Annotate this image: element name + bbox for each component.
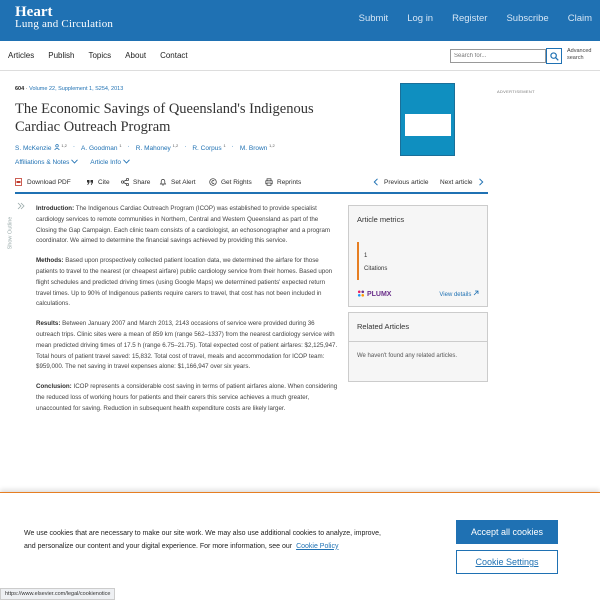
register-link[interactable]: Register	[452, 13, 488, 24]
search-input[interactable]	[450, 49, 546, 63]
author-link[interactable]	[192, 143, 225, 152]
abstract-paragraph	[36, 382, 340, 414]
cookie-settings-button[interactable]	[456, 550, 558, 574]
article-info-toggles	[15, 159, 130, 166]
section-label: Results:	[36, 320, 61, 328]
volume-info	[15, 86, 123, 92]
journal-cover-image[interactable]	[400, 83, 455, 156]
show-outline-tab[interactable]	[7, 202, 26, 267]
claim-link[interactable]: Claim	[567, 13, 592, 24]
article-info-label: Article Info	[90, 159, 121, 166]
nav-articles[interactable]: Articles	[8, 51, 35, 60]
next-article-link[interactable]	[440, 178, 485, 186]
citations-count: 1	[364, 253, 368, 259]
nav-topics[interactable]: Topics	[88, 51, 112, 60]
article-title: The Economic Savings of Queensland's Indigenous Cardiac Outreach Program	[15, 101, 314, 135]
nav-about[interactable]: About	[125, 51, 147, 60]
affiliations-toggle[interactable]	[15, 159, 78, 166]
abstract-body	[36, 204, 340, 424]
next-article-label: Next article	[440, 178, 473, 186]
share-icon	[121, 178, 129, 186]
cite-label: Cite	[98, 178, 110, 186]
plumx-icon	[357, 290, 365, 297]
abstract-paragraph	[36, 319, 340, 373]
search-button[interactable]	[546, 48, 562, 64]
copyright-icon	[209, 178, 217, 186]
section-label: Conclusion:	[36, 383, 72, 391]
author-sup: 1,2	[269, 143, 275, 148]
author-sup: 1	[223, 143, 226, 148]
advanced-search-link[interactable]: Advanced search	[567, 48, 592, 61]
affiliations-label: Affiliations & Notes	[15, 159, 70, 166]
section-text: Based upon prospectively collected patient location data, we determined the airfare for those patients to travel to the nearest (or cheapest airfare) public cardiology service from their homes. Based upon flight schedules and predicted driving times (using Google Maps) we determined patients' expected return travel times. Up to 90% of Indigenous patients require carers to travel, that cost has not been included in calculations.	[36, 257, 333, 308]
previous-article-label: Previous article	[384, 178, 429, 186]
view-details-label: View details	[439, 292, 472, 298]
journal-logo[interactable]	[15, 6, 113, 30]
quote-icon	[86, 178, 94, 186]
person-icon	[54, 144, 60, 150]
author-name: M. Brown	[239, 145, 268, 153]
metrics-heading: Article metrics	[357, 215, 405, 224]
metric-accent-bar	[357, 242, 359, 280]
author-link[interactable]	[15, 143, 67, 152]
submit-link[interactable]: Submit	[358, 13, 389, 24]
logo-line-1: Heart	[15, 4, 53, 20]
author-sup: 1	[119, 143, 122, 148]
accept-cookies-button[interactable]: Accept all cookies	[456, 520, 558, 544]
get-rights-button[interactable]	[209, 178, 252, 186]
author-name: R. Mahoney	[135, 145, 171, 153]
top-nav	[340, 13, 592, 24]
divider	[349, 341, 487, 342]
section-text: ICOP represents a considerable cost saving in terms of patient airfares alone. When considering the reduced loss of working hours for patients and their carers this service achieves a much greater, unaccounted for saving. Reduction in subsequent health expenditure costs are likely larger.	[36, 383, 338, 412]
cookie-banner	[0, 492, 600, 600]
related-heading: Related Articles	[357, 322, 410, 331]
plumx-logo[interactable]	[357, 290, 391, 298]
status-bar-url: https://www.elsevier.com/legal/cookienotice	[0, 588, 115, 600]
cite-button[interactable]	[86, 178, 110, 186]
cookie-message	[24, 528, 384, 553]
share-label: Share	[133, 178, 151, 186]
article-info-toggle[interactable]	[90, 159, 130, 166]
login-link[interactable]: Log in	[407, 13, 434, 24]
author-link[interactable]	[81, 143, 122, 152]
article-toolbar	[15, 174, 488, 194]
cookie-policy-link[interactable]: Cookie Policy	[296, 542, 339, 550]
author-list	[15, 143, 275, 152]
show-outline-label: Show Outline	[7, 216, 14, 250]
share-button[interactable]	[121, 178, 150, 186]
chevron-right-icon	[17, 202, 25, 210]
section-label: Methods:	[36, 257, 64, 265]
section-label: Introduction:	[36, 205, 75, 212]
bell-icon	[159, 178, 167, 186]
get-rights-label: Get Rights	[221, 178, 252, 186]
cookie-settings-label: Cookie Settings	[475, 557, 539, 567]
subscribe-link[interactable]: Subscribe	[506, 13, 549, 24]
section-text: Between January 2007 and March 2013, 2143 occasions of service were provided during 36 outreach trips. Clinic sites were a mean of 859 km (range 562–1337) from the nearest cardiology service with mean predicted driving times of 17.5 h (range 6.75–21.75). Total expected cost of patient airfares: $2,125,947. Total hours of patient travel saved: 15,832. Total cost of travel, meals and accommodation for ICOP team: $959,000. The net saving in travel expenses alone: $1,166,947 over six years.	[36, 320, 338, 371]
chevron-left-icon	[372, 178, 380, 186]
volume-link[interactable]: Volume 22, Supplement 1, S254, 2013	[29, 86, 124, 92]
plumx-label: PLUMX	[366, 291, 392, 298]
download-pdf-label: Download PDF	[27, 178, 71, 186]
cookie-text: We use cookies that are necessary to make our site work. We may also use additional cookies to analyze, improve, and personalize our content and your digital experience. For more information, see our	[24, 530, 381, 550]
reprints-button[interactable]	[265, 178, 301, 186]
external-arrow-icon	[473, 290, 479, 296]
related-empty-message: We haven't found any related articles.	[357, 353, 458, 359]
logo-line-2: Lung and Circulation	[15, 18, 114, 30]
previous-article-link[interactable]	[372, 178, 428, 186]
abstract-paragraph	[36, 204, 340, 247]
search-icon	[550, 52, 559, 61]
article-metrics-panel	[348, 205, 488, 307]
citations-label: Citations	[364, 266, 388, 272]
set-alert-button[interactable]	[159, 178, 196, 186]
cover-figure	[405, 114, 451, 136]
printer-icon	[265, 178, 273, 186]
nav-contact[interactable]: Contact	[160, 51, 188, 60]
pdf-icon	[15, 178, 23, 186]
author-separator: ·	[72, 143, 76, 150]
author-name: A. Goodman	[81, 145, 118, 153]
site-header	[0, 0, 600, 41]
author-link[interactable]	[240, 143, 275, 152]
chevron-right-icon	[477, 178, 485, 186]
page-number: 604	[15, 86, 25, 92]
advertisement-label: ADVERTISEMENT	[497, 89, 535, 94]
author-sup: 1,2	[172, 143, 179, 148]
abstract-paragraph	[36, 256, 340, 310]
chevron-down-icon	[123, 159, 130, 164]
nav-publish[interactable]: Publish	[48, 51, 75, 60]
view-details-link[interactable]	[439, 290, 479, 298]
author-separator: ·	[184, 143, 187, 150]
set-alert-label: Set Alert	[171, 178, 196, 186]
author-name: R. Corpus	[192, 145, 222, 153]
meta-separator: ·	[25, 86, 30, 92]
related-articles-panel	[348, 312, 488, 382]
author-separator: ·	[231, 143, 234, 150]
author-sup: 1,2	[61, 143, 67, 148]
author-name: S. McKenzie	[15, 145, 52, 153]
author-link[interactable]	[136, 143, 178, 152]
chevron-down-icon	[71, 159, 78, 164]
reprints-label: Reprints	[277, 178, 302, 186]
section-text: The Indigenous Cardiac Outreach Program (ICOP) was established to provide specialist cardiology services to remote communities in Northern, Central and Western Queensland as part of the Closing the Gap Campaign. Each clinic team consists of a cardiologist, an echosonographer and a program coordinator. We aimed to determine the financial savings achieved by providing this service.	[36, 205, 331, 245]
download-pdf-button[interactable]	[15, 178, 71, 186]
author-separator: ·	[127, 143, 130, 150]
